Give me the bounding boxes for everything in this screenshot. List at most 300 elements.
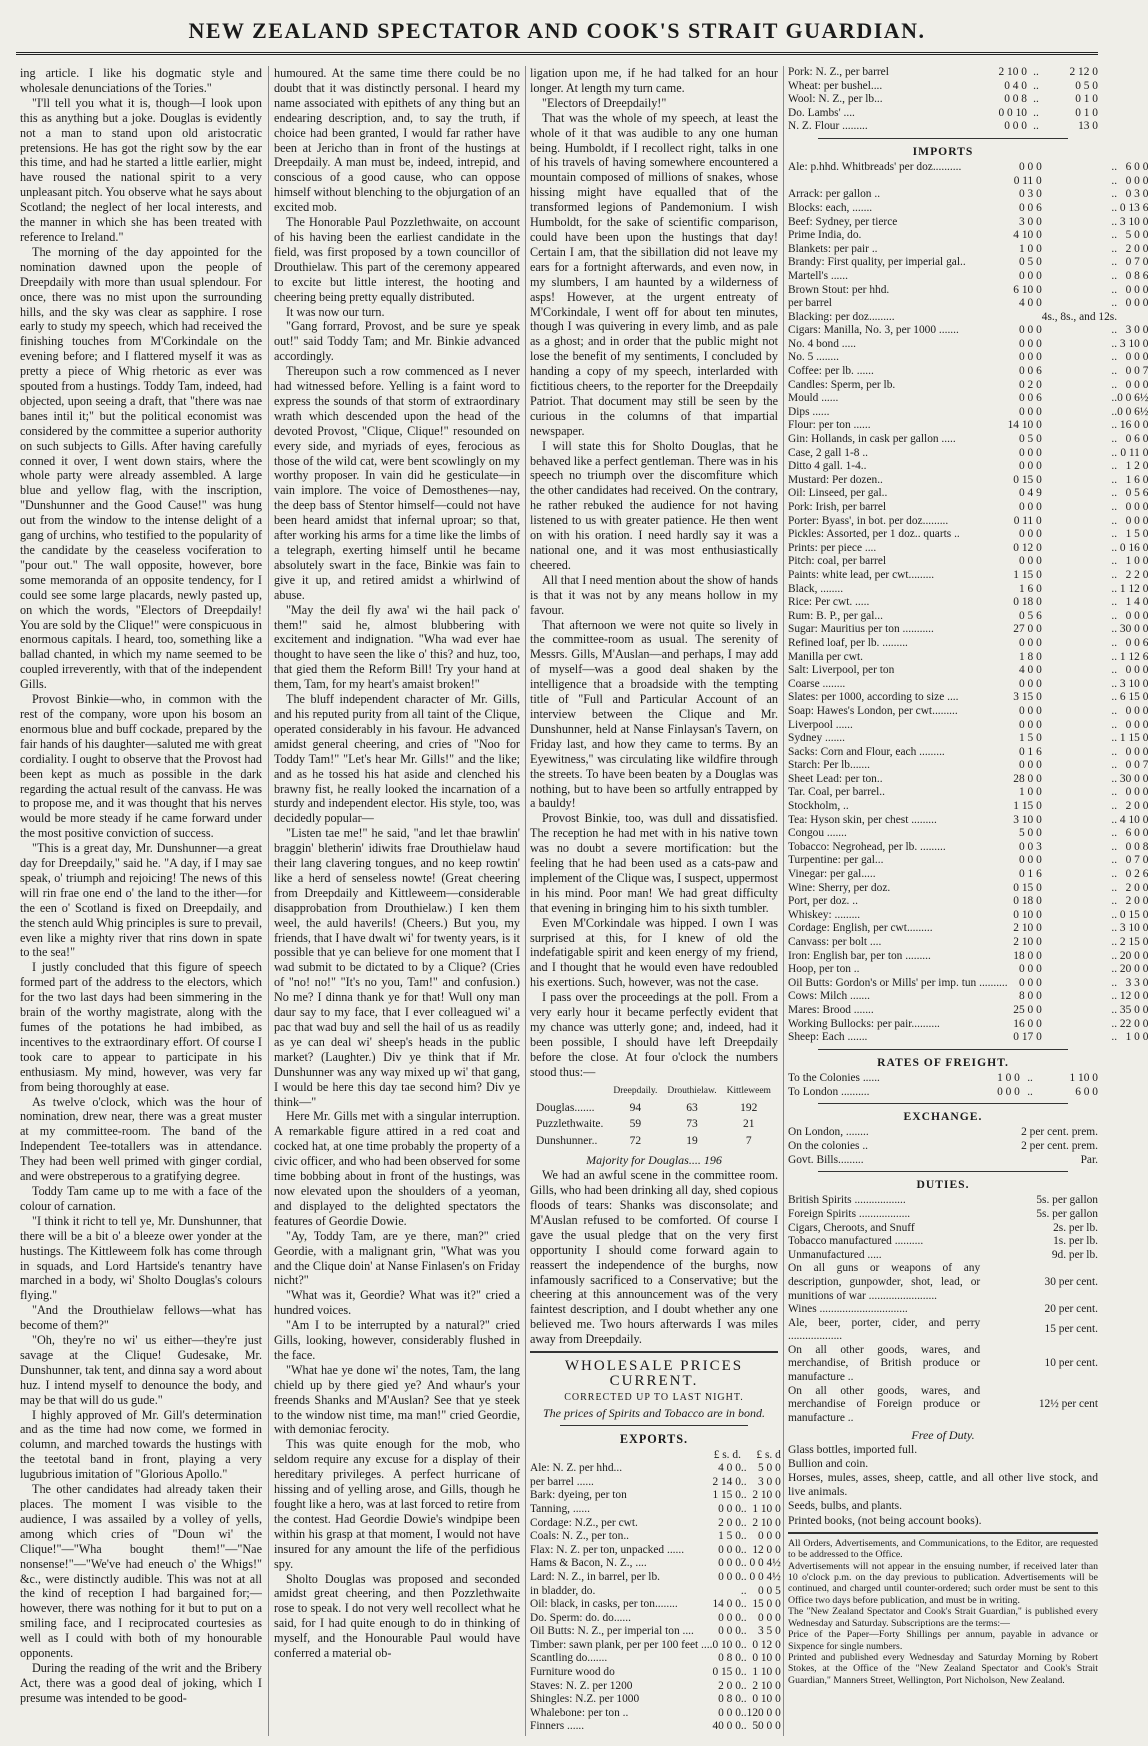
item-value: 0 0 0 xyxy=(997,1085,1020,1098)
item-value: 0 0 6 xyxy=(1018,392,1042,405)
import-row xyxy=(788,895,1148,909)
item-value: 0 4 0 xyxy=(1004,79,1027,92)
item-value: 5s. per gallon xyxy=(1036,1194,1098,1207)
article-paragraph: Even M'Corkindale was hipped. I own I was surprised at this, for I knew of old the indefatigable spirit and keen energy of my friend, and I thought that he would even have redoubled his exertions. Such, however, was not the case. xyxy=(530,915,778,990)
item-label: Coarse ........ xyxy=(788,677,846,690)
item-label: British Spirits .................. xyxy=(788,1194,906,1207)
item-value: .. xyxy=(1111,297,1118,310)
item-value: 3 10 0 xyxy=(1119,922,1148,935)
poll-row xyxy=(532,1101,775,1116)
item-label: Port, per doz. .. xyxy=(788,895,858,908)
item-value: 1 8 0 xyxy=(1018,650,1042,663)
item-value: 0 10 0 xyxy=(1013,908,1042,921)
item-value: 4 0 0 xyxy=(718,1462,741,1475)
import-row xyxy=(788,596,1148,610)
article-paragraph: The other candidates had already taken their places. The moment I was visible to the audience, I was assailed by a volley of yells, among which cries of "Doun wi' the Clique!"—"Wha bought them!"—"Nae nonsense!"—"We've had eneuch o' the Whigs!" &c., were distinctly audible. This was not at all the kind of reception I had bargained for;—however, there was nothing for it but to put on a smiling face, and I reciprocated courtesies as well as I could with both of my honourable opponents. xyxy=(20,1482,262,1661)
item-value: 0 4 9 xyxy=(1018,487,1042,500)
import-row xyxy=(788,460,1148,474)
item-label: Paints: white lead, per cwt......... xyxy=(788,568,935,581)
item-value: 4s., 8s., and 12s. xyxy=(1041,310,1118,323)
import-row xyxy=(788,229,1148,243)
item-label: Vinegar: per gal..... xyxy=(788,868,876,881)
item-value: 6 0 0 xyxy=(1125,827,1148,840)
freight-row xyxy=(788,1086,1098,1100)
item-value: 1 15 0 xyxy=(712,1489,741,1502)
item-label: Staves: N. Z. per 1200 xyxy=(530,1679,633,1692)
item-value: .. xyxy=(740,1502,747,1515)
item-value: 16 0 0 xyxy=(1119,419,1148,432)
poll-cell: Douglas....... xyxy=(536,1101,595,1114)
item-label: in bladder, do. xyxy=(530,1584,596,1597)
import-row xyxy=(788,406,1148,420)
item-label: Do. Sperm: do. do...... xyxy=(530,1611,631,1624)
item-value: .. xyxy=(1111,854,1118,867)
poll-header xyxy=(532,1084,607,1099)
item-value xyxy=(1008,311,1042,325)
article-paragraph: All that I need mention about the show of hands is that it was not by any means hollow in my favour. xyxy=(530,572,778,617)
item-value: .. xyxy=(1111,1003,1118,1016)
item-value: .. xyxy=(740,1530,747,1543)
item-value: 0 1 6 xyxy=(1018,868,1042,881)
item-value: .. xyxy=(1027,1085,1033,1098)
item-value: .. xyxy=(1033,79,1039,92)
duty-group-text: On all guns or weapons of any description, gunpowder, shot, lead, or munitions of war ........................ xyxy=(788,1262,981,1302)
item-value: 28 0 0 xyxy=(1013,772,1042,785)
item-label: Do. Lambs' .... xyxy=(788,106,855,119)
poll-cell: 7 xyxy=(745,1135,752,1148)
duties-title: DUTIES. xyxy=(916,1178,970,1192)
item-value: .. xyxy=(1111,596,1118,609)
item-value: .. xyxy=(1111,446,1118,459)
item-value: 0 15 0 xyxy=(1013,473,1042,486)
free-item: Printed books, (not being account books). xyxy=(788,1513,982,1527)
item-value: 2s. per lb. xyxy=(1053,1221,1098,1234)
item-value: 0 0 0 xyxy=(1018,351,1042,364)
notice-paragraph: All Orders, Advertisements, and Communications, to the Editor, are requested to be addressed to the Office. xyxy=(788,1537,1098,1561)
item-value: .. xyxy=(1111,582,1118,595)
item-value: .. xyxy=(740,1706,747,1719)
import-row xyxy=(788,392,1148,406)
poll-cell: 73 xyxy=(686,1118,698,1131)
import-row xyxy=(788,515,1148,529)
item-label: Prints: per piece .... xyxy=(788,541,877,554)
prices-note: The prices of Spirits and Tobacco are in bond. xyxy=(542,1405,766,1420)
item-label: Iron: English bar, per ton ......... xyxy=(788,949,931,962)
item-value: 0 5 0 xyxy=(1018,256,1042,269)
item-value: .. xyxy=(740,1598,747,1611)
item-value xyxy=(1117,311,1148,325)
poll-header-row xyxy=(532,1084,775,1099)
import-row xyxy=(788,610,1148,624)
import-row xyxy=(788,419,1148,433)
item-value: .. xyxy=(740,1611,747,1624)
article-paragraph: Thereupon such a row commenced as I never had witnessed before. Yelling is a faint word to express the sounds of that storm of extraordinary wrath which descended upon the head of the devoted Provost, "Clique, Clique!" resounded on every side, and myriads of eyes, ferocious as those of the wild cat, were bent scowlingly on my worthy proposer. In vain did he gesticulate—in vain implore. The voice of Demosthenes—nay, the deep bass of Stentor himself—could not have been heard amidst that infernal uproar; so that, after working his arms for a time like the limbs of a telegraph, exerting himself until he became absolutely swart in the face, Binkie was fain to give it up, and retired amidst a whirlwind of abuse. xyxy=(274,364,520,602)
item-label: Whalebone: per ton .. xyxy=(530,1706,629,1719)
item-value: 4 10 0 xyxy=(1013,229,1042,242)
item-value: 0 7 0 xyxy=(1125,256,1148,269)
item-value: .. xyxy=(740,1543,747,1556)
item-value: 0 0 0 xyxy=(1125,501,1148,514)
item-value: 5 0 0 xyxy=(1125,229,1148,242)
item-value: 0 0 0 xyxy=(1018,963,1042,976)
item-value: 0 0 0 xyxy=(1018,501,1042,514)
item-value: .. xyxy=(1111,881,1118,894)
item-value: 0 0 6 xyxy=(1125,636,1148,649)
item-value: .. xyxy=(1111,840,1118,853)
import-row xyxy=(788,447,1148,461)
item-value: 0 0 6½ xyxy=(1117,405,1148,418)
item-value: .. xyxy=(1111,895,1118,908)
item-value: 1 10 0 xyxy=(1069,1071,1098,1084)
free-item: Glass bottles, imported full. xyxy=(788,1442,918,1456)
item-value: .. xyxy=(740,1638,747,1651)
item-value: 4 0 0 xyxy=(1018,664,1042,677)
item-label: Lard: N. Z., in barrel, per lb. xyxy=(530,1570,660,1583)
article-paragraph: The bluff independent character of Mr. Gills, and his reputed purity from all taint of the Clique, operated considerably in his favour. He advanced amidst general cheering, and cries of "Noo for Toddy Tam!" "Let's hear Mr. Gills!" and the like; and as he tossed his hat aside and clenched his brawny fist, he really looked the incarnation of a sturdy and independent elector. His style, too, was decidedly popular— xyxy=(274,692,520,826)
item-label: Coals: N. Z., per ton.. xyxy=(530,1530,630,1543)
prices-title: WHOLESALE PRICES CURRENT. xyxy=(564,1358,744,1389)
item-value: 0 0 0 xyxy=(1018,704,1042,717)
import-row xyxy=(788,773,1148,787)
import-row xyxy=(788,651,1148,665)
poll-cell: 94 xyxy=(629,1101,642,1114)
item-value: .. xyxy=(1111,514,1118,527)
item-label: Cows: Milch ....... xyxy=(788,990,870,1003)
export-row xyxy=(530,1720,781,1734)
item-value: 0 0 0 xyxy=(1018,854,1042,867)
item-label: Flour: per ton ...... xyxy=(788,419,871,432)
item-value: .. xyxy=(740,1557,747,1570)
article-paragraph: I pass over the proceedings at the poll. From a very early hour it became perfectly evident that my chance was utterly gone; and, indeed, had it been possible, I should have left Dreepdaily before the close. At four o'clock the numbers stood thus:— xyxy=(530,990,778,1079)
article-paragraph: "What hae ye done wi' the notes, Tam, the lang chield up by there gied ye? And whaur's your freends Shanks and M'Auslan? See that ye steek to the window nist time, ma man!" cried Geordie, with demoniac ferocity. xyxy=(274,1362,520,1437)
item-value: .. xyxy=(1027,1071,1033,1084)
item-value: .. xyxy=(1111,704,1118,717)
article-paragraph: ing article. I like his dogmatic style and wholesale denunciations of the Tories." xyxy=(20,66,262,95)
duty-group-rate: 10 per cent. xyxy=(1044,1357,1098,1370)
notice-paragraph: Price of the Paper—Forty Shillings per annum, payable in advance or Sixpence for single numbers. xyxy=(788,1629,1098,1652)
item-value: .. xyxy=(740,1462,747,1475)
item-value: 0 5 6 xyxy=(1018,609,1042,622)
item-value: 0 5 0 xyxy=(1018,433,1042,446)
item-value: .. xyxy=(1111,827,1118,840)
price-row xyxy=(788,80,1098,94)
masthead-rule xyxy=(16,52,1098,55)
item-value: 0 0 0 xyxy=(758,1530,781,1543)
item-value: .. xyxy=(740,1666,747,1679)
item-value: .. xyxy=(1111,745,1118,758)
item-value: .. xyxy=(1111,161,1118,174)
article-paragraph: Here Mr. Gills met with a singular interruption. A remarkable figure attired in a red coat and cocked hat, at one time probably the property of a civic officer, and who had been observed for some time bobbing about in front of the hustings, was now elevated upon the shoulders of a yeoman, and displayed to the delighted spectators the features of Geordie Dowie. xyxy=(274,1109,520,1228)
item-value: 0 0 0 xyxy=(1125,745,1148,758)
export-row xyxy=(530,1639,781,1653)
item-value: 2 15 0 xyxy=(1119,936,1148,949)
article-paragraph: "Gang forrard, Provost, and be sure ye speak out!" said Toddy Tam; and Mr. Binkie advanced accordingly. xyxy=(274,319,520,364)
item-value: 2 0 0 xyxy=(1125,800,1148,813)
article-paragraph: "Ay, Toddy Tam, are ye there, man?" cried Geordie, with a malignant grin, "What was you and the Clique doin' at Nanse Finlasen's on Friday nicht?" xyxy=(274,1228,520,1288)
divider xyxy=(560,1425,748,1426)
item-value: .. xyxy=(1111,256,1118,269)
item-value: 2 0 0 xyxy=(1125,881,1148,894)
article-paragraph: humoured. At the same time there could be no doubt that it was distinctly personal. I heard my name associated with epithets of any thing but an endearing description, and, to say the truth, if choice had been granted, I would far rather have been at Jericho than in front of the hustings at Dreepdaily. A man must be, indeed, intrepid, and conscious of a good cause, who can oppose himself without blenching to the objurgation of an excited mob. xyxy=(274,66,520,215)
item-label: Blocks: each, ....... xyxy=(788,201,873,214)
item-value: 0 0 0 xyxy=(1018,460,1042,473)
import-row xyxy=(788,188,1148,202)
item-value: 3 10 0 xyxy=(1119,215,1148,228)
item-value: 30 0 0 xyxy=(1119,772,1148,785)
item-value: .. xyxy=(740,1693,747,1706)
item-value: .. xyxy=(1111,677,1118,690)
import-row xyxy=(788,433,1148,447)
item-value: 0 0 4½ xyxy=(749,1570,781,1583)
export-row xyxy=(530,1585,781,1599)
poll-cell: 72 xyxy=(629,1135,642,1148)
item-label: Scantling do....... xyxy=(530,1652,608,1665)
import-row xyxy=(788,705,1148,719)
import-row xyxy=(788,555,1148,569)
item-value: .. xyxy=(740,1625,747,1638)
import-row xyxy=(788,922,1148,936)
item-value: .. xyxy=(1111,1017,1118,1030)
item-value: .. xyxy=(1033,106,1039,119)
column-divider xyxy=(783,66,784,1736)
item-value: 15 0 0 xyxy=(752,1598,781,1611)
article-paragraph: Provost Binkie—who, in common with the rest of the company, wore upon his bosom an enormous blue and buff cockade, prepared by the fair hands of his daughter—saluted me with great cordiality. I ought to observe that the Provost had been kept as much as possible in the dark regarding the actual result of the canvass. He was to propose me, and it was thought that his nerves would be more steady if he came forward under the most positive conviction of success. xyxy=(20,692,262,841)
item-value: .. xyxy=(1111,283,1118,296)
item-value: 1 0 0 xyxy=(997,1071,1020,1084)
duty-group-row xyxy=(788,1344,1098,1385)
item-value: 0 0 8 xyxy=(1004,93,1027,106)
item-label: Black, ........ xyxy=(788,582,844,595)
article-paragraph: This was quite enough for the mob, who seldom require any excuse for a display of their hereditary privileges. A perfect hurricane of hissing and of yelling arose, and Gills, though he fought like a hero, was at last forced to retire from the contest. Had Geordie Dowie's windpipe been within his grasp at that moment, I would not have insured for any amount the life of the perfidious spy. xyxy=(274,1437,520,1571)
item-value: 2 per cent. prem. xyxy=(1021,1126,1098,1139)
item-label: Brown Stout: per hhd. xyxy=(788,283,890,296)
item-value: 1 0 0 xyxy=(1125,1031,1148,1044)
item-value: 0 0 8 xyxy=(1125,840,1148,853)
item-label: Canvass: per bolt .... xyxy=(788,936,882,949)
poll-cell: 192 xyxy=(740,1101,758,1114)
item-label: Sugar: Mauritius per ton ........... xyxy=(788,623,934,636)
item-value: 1 15 0 xyxy=(1013,568,1042,581)
item-label: No. 5 ........ xyxy=(788,351,839,364)
item-label: Tobacco: Negrohead, per lb. ......... xyxy=(788,840,946,853)
item-label: Cordage: N.Z., per cwt. xyxy=(530,1516,638,1529)
item-value: 2 10 0 xyxy=(1013,922,1042,935)
duty-group-row xyxy=(788,1385,1098,1426)
item-value: 20 0 0 xyxy=(1119,949,1148,962)
item-value: .. xyxy=(1111,908,1118,921)
item-value: .. xyxy=(1111,378,1118,391)
import-row xyxy=(788,637,1148,651)
item-value: .. xyxy=(740,1516,747,1529)
import-row xyxy=(788,474,1148,488)
item-value: 25 0 0 xyxy=(1013,1003,1042,1016)
freight-title: RATES OF FREIGHT. xyxy=(877,1055,1009,1069)
freight-table xyxy=(788,1072,1098,1099)
item-value: 0 0 0 xyxy=(1018,718,1042,731)
import-row xyxy=(788,501,1148,515)
item-value: 0 0 0 xyxy=(1018,324,1042,337)
duty-group-rate: 12½ per cent xyxy=(1038,1398,1098,1411)
item-value: .. xyxy=(740,1570,747,1583)
item-label: Candles: Sperm, per lb. xyxy=(788,378,896,391)
item-value: 0 16 0 xyxy=(1119,541,1148,554)
item-value: 0 0 0 xyxy=(1018,677,1042,690)
item-label: Ditto 4 gall. 1-4.. xyxy=(788,460,867,473)
item-value: .. xyxy=(1111,242,1118,255)
item-value: .. xyxy=(1111,433,1118,446)
column-3 xyxy=(530,66,781,1734)
item-value: 1 4 0 xyxy=(1125,596,1148,609)
item-label: Congou ....... xyxy=(788,827,847,840)
item-value: 0 0 0 xyxy=(1125,704,1148,717)
item-value: 0 0 0 xyxy=(1125,514,1148,527)
item-value: .. xyxy=(740,1584,747,1597)
item-value: 0 17 0 xyxy=(1013,1031,1042,1044)
duty-row xyxy=(788,1208,1098,1222)
item-value: .. xyxy=(1111,392,1118,405)
import-row xyxy=(788,256,1148,270)
exchange-row xyxy=(788,1154,1098,1168)
item-value: 0 0 0 xyxy=(718,1570,741,1583)
article-paragraph: "May the deil fly awa' wi the hail pack o' them!" said he, almost blubbering with excitement and indignation. "Wha wad ever hae thought to have seen the like o' this? and huz, too, that gied them the Reform Bill! Try your hand at them, Tam, for my heart's amaist broken!" xyxy=(274,602,520,692)
item-label: Porter: Byass', in bot. per doz......... xyxy=(788,514,949,527)
item-value: 0 12 0 xyxy=(752,1638,781,1651)
item-label: Dips ...... xyxy=(788,405,830,418)
item-value: 0 0 0 xyxy=(1018,976,1042,989)
article-paragraph: Toddy Tam came up to me with a face of the colour of carnation. xyxy=(20,1183,262,1213)
article-paragraph: During the reading of the writ and the Bribery Act, there was a good deal of joking, which I presume was intended to be good- xyxy=(20,1660,262,1705)
item-value: 0 0 7 xyxy=(1125,759,1148,772)
item-value: 0 1 0 xyxy=(1075,106,1098,119)
item-label: Timber: sawn plank, per per 100 feet .... xyxy=(530,1638,713,1651)
imports-title: IMPORTS xyxy=(912,144,974,158)
import-row xyxy=(788,351,1148,365)
item-label: Finners ...... xyxy=(530,1720,585,1733)
item-value: 1 6 0 xyxy=(1018,582,1042,595)
free-of-duty-list xyxy=(788,1443,1098,1528)
duty-group-text: On all other goods, wares, and merchandise, of British produce or manufacture .. xyxy=(788,1343,981,1384)
item-value: 0 0 0 xyxy=(718,1543,741,1556)
import-row xyxy=(788,311,1148,325)
item-label: Rice: Per cwt. ..... xyxy=(788,596,870,609)
import-row xyxy=(788,909,1148,923)
item-value: 0 0 3 xyxy=(1018,840,1042,853)
item-value: .. xyxy=(1111,664,1118,677)
import-row xyxy=(788,719,1148,733)
duty-row xyxy=(788,1249,1098,1263)
item-label: Pitch: coal, per barrel xyxy=(788,555,887,568)
item-value: 0 0 0 xyxy=(718,1625,741,1638)
item-value: 14 0 0 xyxy=(712,1598,741,1611)
item-value: 0 7 0 xyxy=(1125,854,1148,867)
item-label: Pork: Irish, per barrel xyxy=(788,501,887,514)
item-value: 120 0 0 xyxy=(746,1706,781,1719)
item-value: .. xyxy=(1111,324,1118,337)
prices-top-table xyxy=(788,66,1098,134)
import-row xyxy=(788,1018,1148,1032)
item-value: 0 0 0 xyxy=(1018,405,1042,418)
item-value: 0 8 6 xyxy=(1125,269,1148,282)
poll-cell: Dunshunner.. xyxy=(536,1135,598,1148)
duty-group-row xyxy=(788,1262,1098,1303)
import-row xyxy=(788,759,1148,773)
export-row xyxy=(530,1462,781,1476)
item-value: .. xyxy=(1111,174,1118,187)
item-label: Oil: Linseed, per gal.. xyxy=(788,487,888,500)
item-value: 12 0 0 xyxy=(752,1543,781,1556)
article-paragraph: "I'll tell you what it is, though—I look upon this as anything but a joke. Douglas is evidently not a man to stand upon old aristocratic pretensions. He has got the right sow by the ear this time, and had he started a little earlier, might have roused the national spirit to a very unpleasant pitch. You observe what he says about Scotland; the neglect of her local interests, and the manner in which she has been treated with reference to Ireland." xyxy=(20,95,262,244)
item-value: 1 6 0 xyxy=(1125,473,1148,486)
import-row xyxy=(788,868,1148,882)
duty-row xyxy=(788,1235,1098,1249)
poll-table xyxy=(530,1082,777,1152)
item-value: 0 0 6 xyxy=(1018,365,1042,378)
item-value: .. xyxy=(740,1679,747,1692)
notice-paragraph: Printed and published every Wednesday and Saturday Morning by Robert Stokes, at the Office of the "New Zealand Spectator and Cook's Strait Guardian," Manners Street, Wellington, Port Nicholson, New Zealand. xyxy=(788,1651,1098,1686)
item-label: On London, ........ xyxy=(788,1126,869,1139)
item-value: .. xyxy=(1111,365,1118,378)
poll-header: Drouthielaw. xyxy=(667,1085,717,1096)
item-label: Blankets: per pair .. xyxy=(788,242,878,255)
item-label: Wine: Sherry, per doz. xyxy=(788,881,891,894)
item-label: Ale: p.hhd. Whitbreads' per doz.......... xyxy=(788,161,962,174)
column-1 xyxy=(20,66,262,1734)
import-row xyxy=(788,379,1148,393)
item-value: 2 0 0 xyxy=(1125,242,1148,255)
item-value: 0 0 6 xyxy=(1018,201,1042,214)
export-row xyxy=(530,1598,781,1612)
item-value: .. xyxy=(1111,541,1118,554)
import-row xyxy=(788,827,1148,841)
item-value: 0 10 0 xyxy=(752,1652,781,1665)
item-value: 1 5 0 xyxy=(718,1530,741,1543)
item-value: 14 10 0 xyxy=(1007,419,1042,432)
item-label: Sydney ....... xyxy=(788,732,845,745)
exchange-table xyxy=(788,1126,1098,1167)
poll-cell: 59 xyxy=(629,1118,642,1131)
article-paragraph: We had an awful scene in the committee room. Gills, who had been drinking all day, shed copious floods of tears: Shanks was disconsolate; and M'Auslan refused to be comforted. Of course I gave the usual pledge that on the very first opportunity I should come forward again to reassert the independence of the burghs, now infamously sacrificed to a Conservative; but the cheering at this announcement was of the very faintest description, and I doubt whether any one believed me. Two hours afterwards I was miles away from Dreepdaily. xyxy=(530,1168,778,1347)
export-row xyxy=(530,1693,781,1707)
item-label: Pork: N. Z., per barrel xyxy=(788,66,889,78)
article-paragraph: As twelve o'clock, which was the hour of nomination, drew near, there was a great muster at my committee-room. The band of the Independent Tee-totallers was in attendance. They had been well primed with ginger cordial, and were obstreperous to a gratifying degree. xyxy=(20,1094,262,1184)
item-value: 0 0 6½ xyxy=(1117,392,1148,405)
item-label: Cigars: Manilla, No. 3, per 1000 ....... xyxy=(788,324,959,337)
item-label: Cordage: English, per cwt......... xyxy=(788,922,933,935)
item-value: 1 15 0 xyxy=(1013,800,1042,813)
poll-cell: Puzzlethwaite. xyxy=(536,1118,604,1131)
prices-rule xyxy=(530,1351,778,1353)
item-value: .. xyxy=(1111,868,1118,881)
import-row xyxy=(788,936,1148,950)
item-label: Tobacco manufactured .......... xyxy=(788,1235,924,1248)
item-value: 0 15 0 xyxy=(1119,908,1148,921)
item-value: Par. xyxy=(1080,1153,1098,1166)
article-paragraph: "I think it richt to tell ye, Mr. Dunshunner, that there will be a bit o' a bleeze ower yonder at the hustings. The Kittleweem folk has come through in squads, and Lord Hartside's tenantry have marched in a body, wi' Sholto Douglas's colours flying." xyxy=(20,1213,262,1303)
item-value: 5s. per gallon xyxy=(1036,1207,1098,1220)
duty-group-text: On all other goods, wares, and merchandise of Foreign produce or manufacture .. xyxy=(788,1384,981,1424)
item-value: .. xyxy=(1111,949,1118,962)
item-value: .. xyxy=(1111,718,1118,731)
item-value: 1 12 0 xyxy=(1119,582,1148,595)
item-value: 30 0 0 xyxy=(1119,623,1148,636)
free-of-duty-title: Free of Duty. xyxy=(911,1428,975,1443)
export-row xyxy=(530,1652,781,1666)
import-row xyxy=(788,691,1148,705)
item-value: 1 10 0 xyxy=(752,1502,781,1515)
item-label: Gin: Hollands, in cask per gallon ..... xyxy=(788,433,956,446)
import-row xyxy=(788,977,1148,991)
import-row xyxy=(788,841,1148,855)
